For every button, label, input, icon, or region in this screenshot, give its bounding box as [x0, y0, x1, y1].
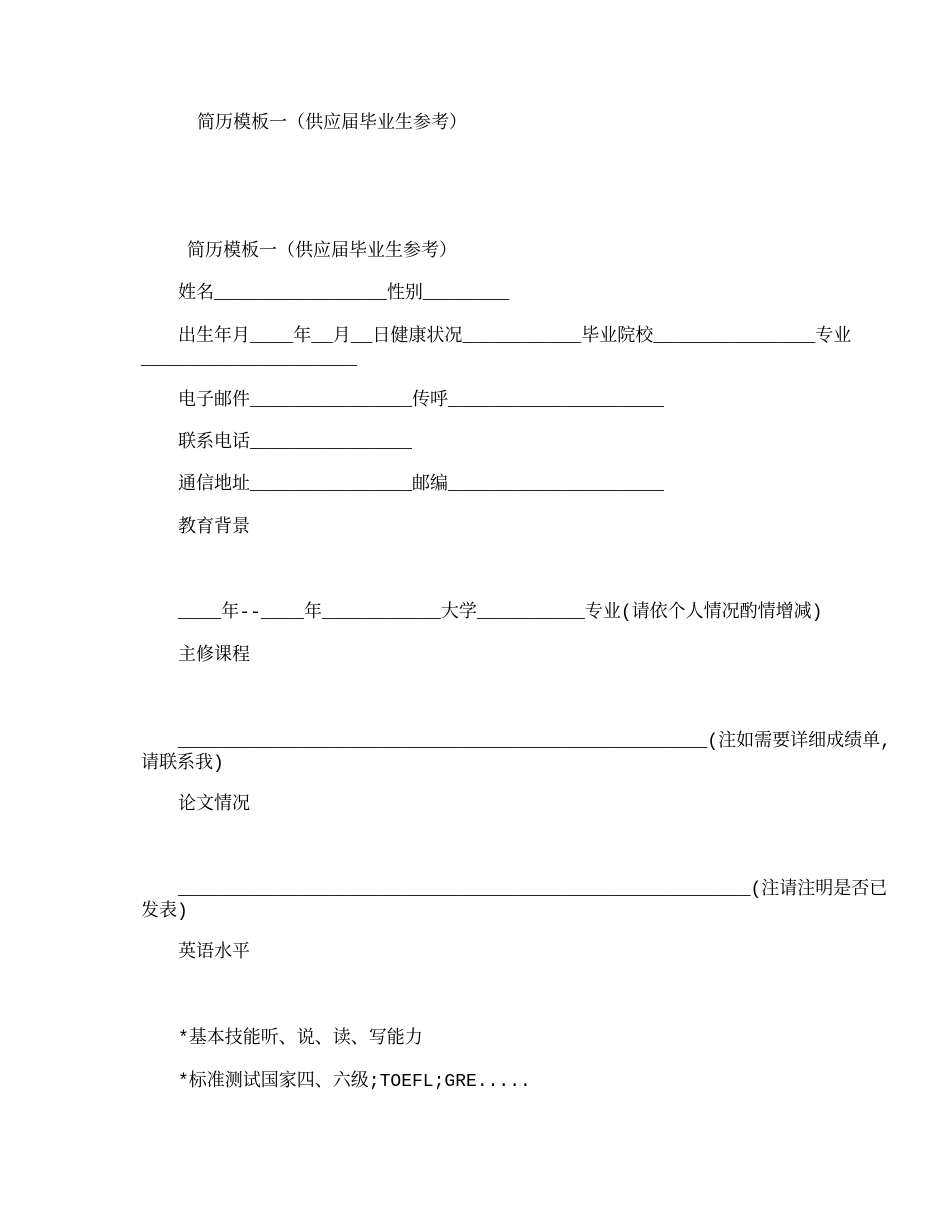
- thesis-heading: 论文情况: [178, 795, 250, 815]
- courses-blank-line: _________________________________________________(注如需要详细成绩单,: [178, 732, 891, 752]
- email-pager-line: 电子邮件_______________传呼____________________: [178, 391, 665, 411]
- major-blank-line: ____________________: [141, 350, 358, 370]
- phone-line: 联系电话_______________: [178, 433, 413, 453]
- thesis-note-continuation: 发表): [141, 902, 188, 922]
- courses-heading: 主修课程: [178, 646, 250, 666]
- education-heading: 教育背景: [178, 518, 250, 538]
- english-skills-line: *基本技能听、说、读、写能力: [178, 1029, 423, 1049]
- courses-note-continuation: 请联系我): [141, 754, 224, 774]
- document-title: 简历模板一（供应届毕业生参考）: [197, 114, 467, 134]
- education-entry-line: ____年--____年___________大学__________专业(请依个人情况酌情增减): [178, 603, 823, 623]
- name-gender-line: 姓名________________性别________: [178, 284, 510, 304]
- document-subtitle: 简历模板一（供应届毕业生参考）: [187, 242, 457, 262]
- english-tests-line: *标准测试国家四、六级;TOEFL;GRE.....: [178, 1072, 531, 1092]
- birth-health-school-line: 出生年月____年__月__日健康状况___________毕业院校_______________专业: [178, 327, 852, 347]
- address-zip-line: 通信地址_______________邮编____________________: [178, 475, 665, 495]
- english-heading: 英语水平: [178, 943, 250, 963]
- thesis-blank-line: _____________________________________________________(注请注明是否已: [178, 880, 888, 900]
